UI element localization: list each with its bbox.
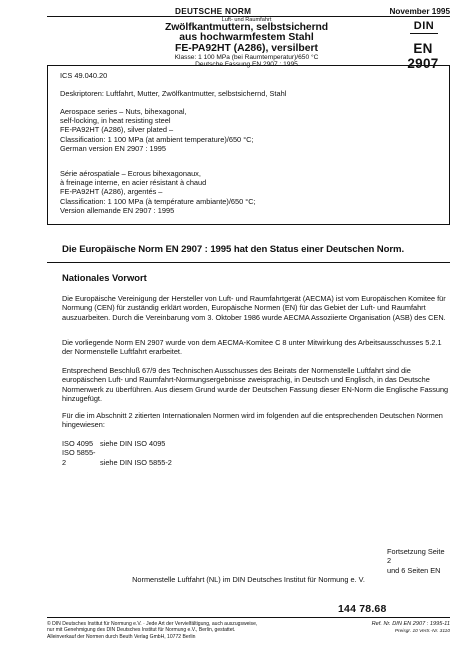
issue-date: November 1995	[389, 7, 450, 16]
price-group: Preisgr. 10 Vertr.-Nr. 3110	[394, 629, 450, 634]
paragraph: Die Europäische Vereinigung der Hersteller von Luft- und Raumfahrtgerät (AECMA) ist vom Europäischen Komitee für Normung (CEN) für zuständig erklärt worden, Europäische Normen (EN) für das Gebiet der Luft- und Raumfahrt auszuarbeiten. Durch die Vereinbarung vom 3. Oktober 1986 wurde AECMA Assoziierte Organisation (ASB) des CEN.	[62, 294, 446, 322]
french-title-line: FE-PA92HT (A286), argentés –	[60, 187, 163, 197]
copyright-line: © DIN Deutsches Institut für Normung e.V. · Jede Art der Vervielfältigung, auch auszugsweise,	[47, 621, 258, 627]
iso-number: ISO 5855-2	[62, 448, 96, 467]
norm-reference-list	[62, 439, 172, 467]
title-line-1: Zwölfkantmuttern, selbstsichernd	[164, 22, 329, 33]
paragraph: Entsprechend Beschluß 67/9 des Technischen Ausschusses des Beirats der Normenstelle Luftfahrt sind die europäischen Luft- und Raumfahrt-Normungsergebnisse zweisprachig, in Deutsch und Englisch, in das Deutsche Normenwerk zu überführen. Aus diesem Grund wurde der Deutschen Fassung dieser EN-Norm die Englische Fassung hinzugefügt.	[62, 366, 449, 403]
english-title-line: self-locking, in heat resisting steel	[60, 116, 171, 126]
descriptors: Deskriptoren: Luftfahrt, Mutter, Zwölfkantmutter, selbstsichernd, Stahl	[60, 89, 287, 98]
din-mark-text: DIN	[413, 20, 435, 32]
french-title-line: à freinage interne, en acier résistant à chaud	[60, 178, 207, 188]
continuation-line: Fortsetzung Seite 2	[387, 547, 445, 566]
english-title-line: Classification: 1 100 MPa (at ambient temperature)/650 °C;	[60, 134, 254, 144]
order-number: 144 78.68	[338, 603, 387, 615]
din-reference: siehe DIN ISO 4095	[100, 439, 166, 448]
descriptor-box	[47, 65, 450, 225]
title-category: Luft- und Raumfahrt	[221, 17, 272, 23]
continuation-note	[387, 547, 447, 575]
title-block	[130, 17, 363, 68]
continuation-line: und 6 Seiten EN	[387, 565, 441, 575]
norm-status-statement: Die Europäische Norm EN 2907 : 1995 hat den Status einer Deutschen Norm.	[62, 244, 405, 255]
standard-number: EN 2907	[407, 41, 439, 71]
title-line-3: FE-PA92HT (A286), versilbert	[174, 43, 318, 54]
section-heading: Nationales Vorwort	[62, 272, 147, 283]
din-reference: siehe DIN ISO 5855-2	[100, 457, 172, 467]
french-title-line: Classification: 1 100 MPa (à température ambiante)/650 °C;	[60, 196, 256, 206]
french-title-line: Série aérospatiale – Ecrous bihexagonaux,	[60, 169, 201, 178]
top-header	[47, 7, 450, 16]
title-line-5: Deutsche Fassung EN 2907 : 1995	[195, 61, 298, 68]
norm-reference	[62, 448, 172, 467]
din-logo	[396, 20, 450, 71]
french-title-block	[60, 169, 441, 215]
english-title-line: Aerospace series – Nuts, bihexagonal,	[60, 107, 187, 116]
paragraph: Die vorliegende Norm EN 2907 wurde von dem AECMA-Komitee C 8 unter Mitwirkung des Arbeitsausschusses 5.2.1 der Normenstelle Luftfahrt erarbeitet.	[62, 338, 442, 357]
english-title-line: German version EN 2907 : 1995	[60, 143, 166, 153]
title-line-4: Klasse: 1 100 MPa (bei Raumtemperatur)/650 °C	[174, 54, 319, 61]
copyright-line: Alleinverkauf der Normen durch Beuth Verlag GmbH, 10772 Berlin	[47, 633, 196, 640]
french-title-line: Version allemande EN 2907 : 1995	[60, 205, 175, 215]
iso-number: ISO 4095	[62, 439, 94, 448]
english-title-line: FE-PA92HT (A286), silver plated –	[60, 125, 174, 135]
standard-label: DEUTSCHE NORM	[175, 7, 252, 16]
din-mark	[409, 21, 439, 34]
reference-block	[372, 621, 450, 635]
din-mark-underline	[410, 33, 438, 34]
title-line-2: aus hochwarmfestem Stahl	[179, 32, 314, 43]
copyright-notice	[47, 621, 347, 640]
norm-reference	[62, 439, 172, 448]
bottom-rule	[47, 617, 450, 618]
paragraph: Für die im Abschnitt 2 zitierten Internationalen Normen wird im folgenden auf die entsprechenden Deutschen Normen hingewiesen:	[62, 411, 443, 430]
reference-number: Ref. Nr. DIN EN 2907 : 1995-11	[371, 621, 450, 627]
copyright-line: nur mit Genehmigung des DIN Deutsches Institut für Normung e.V., Berlin, gestattet.	[47, 627, 236, 634]
ics-code: ICS 49.040.20	[60, 71, 108, 80]
english-title-block	[60, 107, 441, 153]
responsible-body: Normenstelle Luftfahrt (NL) im DIN Deutsches Institut für Normung e. V.	[132, 575, 365, 584]
middle-rule	[47, 262, 450, 263]
